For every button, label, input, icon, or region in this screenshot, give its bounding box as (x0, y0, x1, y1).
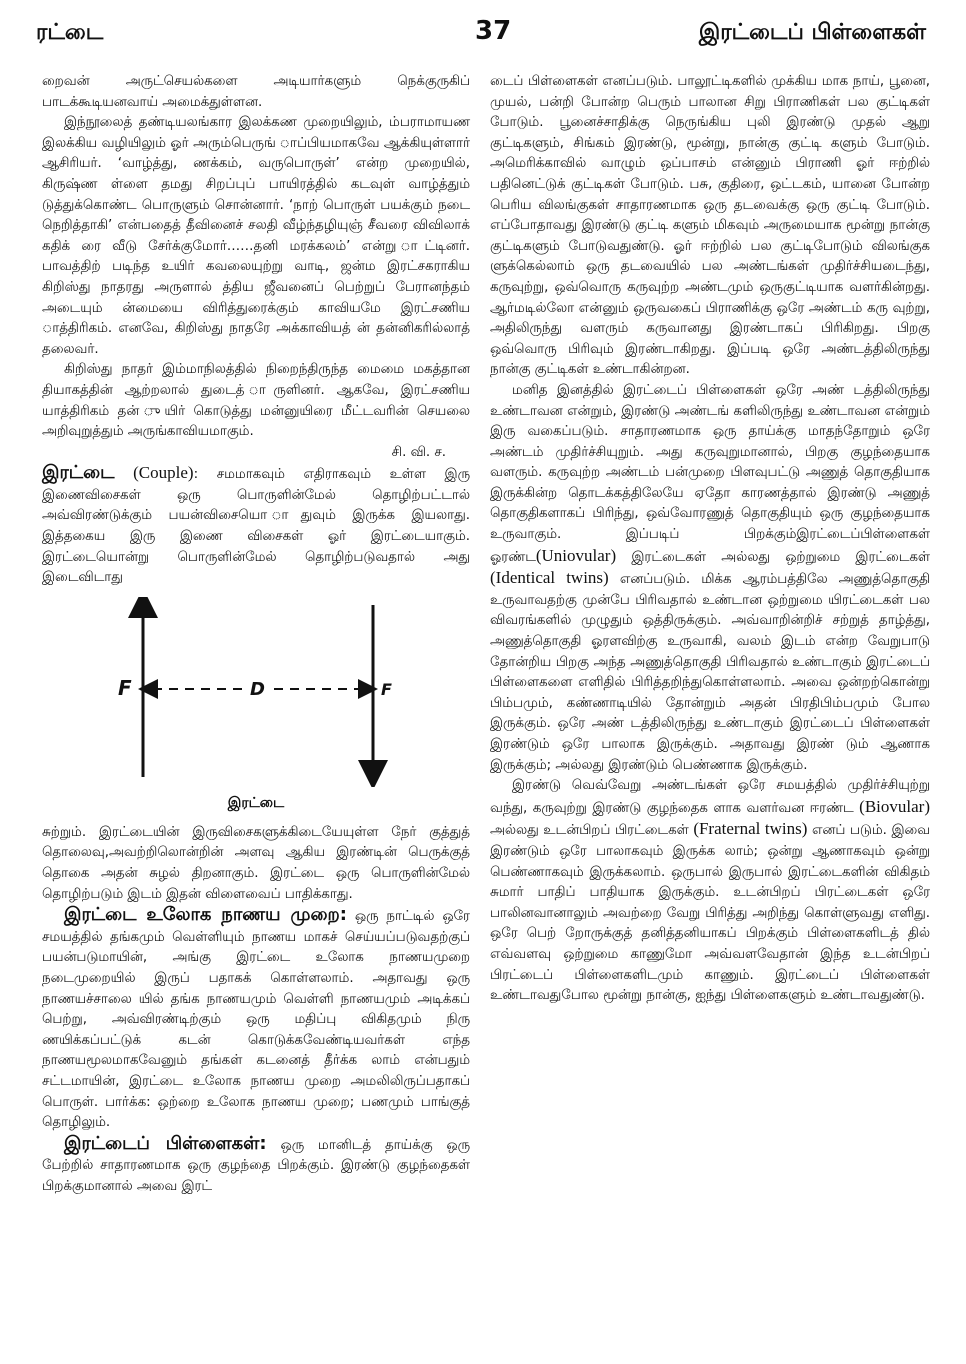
right-column (490, 72, 930, 1007)
label-force-left: F (118, 675, 132, 700)
left-column (42, 72, 470, 1198)
paragraph (490, 776, 930, 1007)
running-head-left: ரட்டை (36, 20, 104, 45)
running-head-right: இரட்டைப் பிள்ளைகள் (698, 20, 926, 45)
entry-heading: இரட்டைப் பிள்ளைகள்: (64, 1132, 267, 1154)
paragraph: இந்நூலைத் தண்டியலங்கார இலக்கண முறையிலும், ம்பராமாயண இலக்கிய வழியிலும் ஓர் அரும்பெருங் ாப்பியமாகவே ஆக்கியுள்ளார் ஆசிரியர். ‘வாழ்த்து, ணக்கம், வருபொருள்’ என்ற முறையில், கிருஷ்ண ள்ளை தமது சிறப்புப் பாயிரத்தில் கடவுள் வாழ்த்தும் டுத்துக்கொண்ட பொருளும் சொன்னார். ‘நாற் பொருள் பயக்கும் நடை நெறித்தாகி’ என்பதைத் தீவினைச் சலதி வீழ்ந்தழியுஞ் சீவரை விவிலாக் கதிக் ரை வீடு சேர்க்குமோர்……தனி மரக்கலம்’ என்று ாட்டினர். பாவத்திற் படிந்த உயிர் கவலையுற்று வாடி, ஜன்ம இரட்சகராகிய கிறிஸ்து நாதரது அருளால் த்திய ஜீவனைப் பெற்றுப் பேரானந்தம் அடையும் ன்மையை விரித்துரைக்கும் காவியமே இரட்சணிய ாத்திரிகம். எனவே, கிறிஸ்து நாதரே அக்காவியத் ன் தன்னிகரில்லாத் தலைவர். (42, 115, 470, 357)
text-run: மனித இனத்தில் இரட்டைப் பிள்ளைகள் ஒரே அண் டத்திலிருந்து உண்டாவன என்றும், இரண்டு அண்டங் களிலிருந்து உண்டாவன என்றும் இரு வகைப்படும். சாதாரணமாக ஒரு தாய்க்கு மாதந்தோறும் ஒரே அண்டம் முதிர்ச்சியுறும். அது கருவுறுமானால், பிறகு குழந்தையாக வளரும். கருவுற்ற அண்டம் பன்முறை பிளவுபட்டு அணுத் தொகுதியாக இருக்கின்ற தொடக்கத்திலேயே ஏதோ காரணத்தால் இரண்டு அணுத் தொகுதிகளாகப் பிரிந்து, ஒவ்வோரணுத் தொகுதியும் ஒரு குழந்தையாக உருவாகும். இப்படிப் பிறக்கும்இரட்டைப்பிள்ளைகள் ஓரண்ட (490, 382, 930, 565)
label-distance: D (250, 678, 265, 700)
latin-term: (Uniovular) (535, 545, 617, 565)
author-initials: சி. வி. ச. (391, 444, 446, 460)
entry-text: ஒரு மானிடத் தாய்க்கு ஒரு பேற்றில் சாதாரணமாக ஒரு குழந்தை பிறக்கும். இரண்டு குழந்தைகள் பிறக்குமானால் அவை இரட் (42, 1137, 470, 1194)
latin-term: (Identical twins) (490, 568, 609, 588)
entry-twins (42, 1134, 470, 1198)
entry-heading: இரட்டை (42, 462, 115, 484)
page-header (0, 0, 966, 60)
entry-heading: இரட்டை உலோக நாணய முறை: (64, 904, 347, 926)
latin-term: (Fraternal twins) (693, 819, 808, 839)
text-run: இரண்டு வெவ்வேறு அண்டங்கள் ஒரே சமயத்தில் முதிர்ச்சியுற்று வந்து, கருவுற்று இரண்டு குழந்தைக ளாக வளர்வன ஈரண்ட (490, 778, 930, 816)
entry-currency (42, 905, 470, 1134)
text-run: எனப்படும். மிக்க ஆரம்பத்திலே அணுத்தொகுதி உருவாவதற்கு முன்பே பிரிவதால் உண்டான ஒற்றுமை யிரட்டைகள் பல விவரங்களில் முழுதும் ஒத்திருக்கும். அவ்வாறின்றிச் சற்றுத் தாழ்த்து, அணுத்தொகுதி ஓரளவிற்கு உருவாகி, வலம் இடம் என்ற வேறுபாடு தோன்றிய பிறகு அந்த அணுத்தொகுதி பிரிவதால் உண்டாகும் இரட்டைப் பிள்ளைகளை எளிதில் பிரித்தறிந்துகொள்ளலாம். அவை ஒன்றற்கொன்று பிம்பமும், கண்ணாடியில் தோன்றும் அதன் பிரதிபிம்பமும் போல இருக்கும். ஒரே அண் டத்திலிருந்து உண்டாகும் இரட்டைப் பிள்ளைகள் இரண்டும் ஒரே பாலாக இருக்கும். அதாவது இரண் டும் ஆணாக இருக்கும்; அல்லது இரண்டும் பெண்ணாக இருக்கும். (490, 572, 930, 773)
couple-diagram-svg (42, 597, 470, 787)
paragraph: கிறிஸ்து நாதர் இம்மாநிலத்தில் நிறைந்திருந்த மைமை மகத்தான தியாகத்தின் ஆற்றலால் துடைத் ாருளினர். ஆகவே, இரட்சணிய யாத்திரிகம் தன் ுயிர் கொடுத்து மன்னுயிரை மீட்டவரின் செயலை அறிவுறுத்தும் அருங்காவியமாகும். (42, 362, 470, 440)
entry-text: : சமமாகவும் எதிராகவும் உள்ள இரு இணைவிசைகள் ஒரு பொருளின்மேல் தொழிற்பட்டால் அவ்விரண்டுக்கும் பயன்விசையொ ாதுவும் இருக்க இயலாது. இத்தகைய இரு இணை விசைகள் ஓர் இரட்டையாகும். இரட்டையொன்று பொருளின்மேல் தொழிற்படுவதால் அது இடைவிடாது (42, 467, 470, 586)
diagram-caption: இரட்டை (227, 794, 285, 811)
paragraph: றைவன் அருட்செயல்களை அடியார்களும் நெக்குருகிப் பாடக்கூடியனவாய் அமைக்துள்ளன. (42, 74, 470, 110)
text-run: எனப் படும். இவை இரண்டும் ஒரே பாலாகவும் இருக்க லாம்; ஒன்று ஆணாகவும் ஒன்று பெண்ணாகவும் இருக்கலாம். ஒருபால் இருபால் இரட்டைகளின் விகிதம் சுமார் பாதிப் பாதியாக இருக்கும். உடன்பிறப் பிரட்டைகள் ஒரே பாலினவானாலும் அவற்றை வேறு பிரித்து அறிந்து கொள்ளுவது எளிது. ஒரே பெற் றோருக்குத் தனித்தனியாகப் பிறக்கும் பிள்ளைகளிடத் தில் எவ்வளவு ஒற்றுமை காணுமோ அவ்வளவேதான் இந்த உடன்பிறப் பிரட்டைப் பிள்ளைகளிடமும் காணும். இரட்டைப் பிள்ளைகள் உண்டாவதுபோல மூன்று நான்கு, ஐந்து பிள்ளைகளும் உண்டாவதுண்டு. (490, 823, 930, 1004)
paragraph: டைப் பிள்ளைகள் எனப்படும். பாலூட்டிகளில் முக்கிய மாக நாய், பூனை, முயல், பன்றி போன்ற பெரும் பாலான சிறு பிராணிகள் பல குட்டிகள் போடும். பூனைச்சாதிக்கு நெருங்கிய புலி இரண்டு முதல் ஆறு குட்டிகளும், சிங்கம் இரண்டு, மூன்று, நான்கு குட்டி களும் போடும். அமெரிக்காவில் வாழும் ஒப்பாசம் என்னும் பிராணி ஓர் ஈற்றில் பதினெட்டுக் குட்டிகள் போடும். பசு, குதிரை, ஒட்டகம், யானை போன்ற பெரிய விலங்குகள் சாதாரணமாக ஒரு தடவைக்கு ஒரு குட்டி போடும். எப்போதாவது இரண்டு குட்டி களும் மிகவும் அருமையாக மூன்று நான்கு குட்டிகளும் போடுவதுண்டு. ஓர் ஈற்றில் பல குட்டிபோடும் விலங்குக ளுக்கெல்லாம் ஒரு தடவையில் பல அண்டங்கள் முதிர்ச்சியடைந்து, கருவுற்று, ஒவ்வொரு கருவுற்ற அண்டமும் ஒருகுட்டியாக வளர்கின்றது. ஆர்மடில்லோ என்னும் ஒருவகைப் பிராணிக்கு ஒரே அண்டம் கரு வுற்று, அதிலிருந்து வளரும் கருவானது இரண்டாகப் பிரிகிறது. பிறகு ஒவ்வொரு பிரிவும் இரண்டாகிறது. இப்படி ஒரே அண்டத்திலிருந்து நான்கு குட்டிகள் உண்டாகின்றன. (490, 74, 930, 378)
latin-term: (Biovular) (859, 796, 930, 816)
latin-term: (Couple) (133, 463, 194, 483)
page-number: 37 (475, 16, 512, 46)
couple-diagram (42, 597, 470, 819)
paragraph (490, 381, 930, 776)
entry-couple (42, 463, 470, 589)
paragraph: சுற்றும். இரட்டையின் இருவிசைகளுக்கிடையேயுள்ள நேர் குத்துத் தொலைவு,அவற்றிலொன்றின் அளவு ஆகிய இரண்டின் பெருக்குத் தொகை அதன் சுழல் திறனாகும். இரட்டை ஒரு பொருளின்மேல் தொழிற்படும் இடம் இதன் விளைவைப் பாதிக்காது. (42, 824, 470, 902)
label-force-right: F (381, 679, 392, 699)
text-run: அல்லது உடன்பிறப் பிரட்டைகள் (490, 823, 689, 839)
entry-text: ஒரு நாட்டில் ஒரே சமயத்தில் தங்கமும் வெள்ளியும் நாணய மாகச் செய்யப்படுவதற்குப் பயன்படுமாயின், அங்கு இரட்டை உலோக நாணயமுறை நடைமுறையில் இருப் பதாகக் கொள்ளலாம். அதாவது ஒரு நாணயச்சாலை யில் தங்க நாணயமும் வெள்ளி நாணயமும் அடிக்கப் பெற்று, அவ்விரண்டிற்கும் ஒரு மதிப்பு விகிதமும் நிரு ணயிக்கப்பட்டுக் கடன் கொடுக்கவேண்டியவர்கள் எந்த நாணயமூலமாகவேனும் தங்கள் கடனைத் தீர்க்க லாம் என்பதும் சட்டமாயின், இரட்டை உலோக நாணய முறை அமலிலிருப்பதாகப் பொருள். பார்க்க: ஒற்றை உலோக நாணய முறை; பணமும் பாங்குத் தொழிலும். (42, 909, 470, 1131)
text-run: இரட்டைகள் அல்லது ஒற்றுமை இரட்டைகள் (631, 549, 931, 565)
